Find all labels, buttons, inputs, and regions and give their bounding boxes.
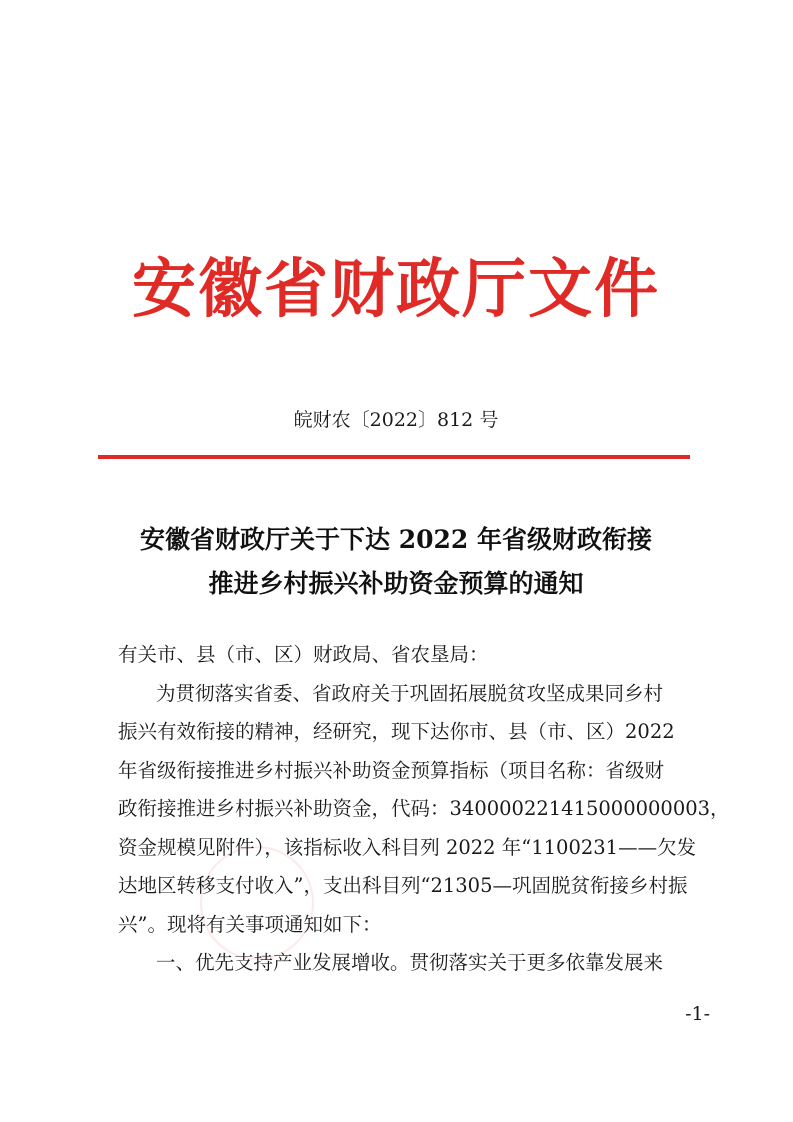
document-number: 皖财农〔2022〕812 号 <box>293 409 499 431</box>
document-header-title: 安徽省财政厅文件 <box>132 253 660 327</box>
body-line: 年省级衔接推进乡村振兴补助资金预算指标（项目名称：省级财 <box>118 758 665 782</box>
salutation-line: 有关市、县（市、区）财政局、省农垦局： <box>118 643 489 666</box>
body-line: 振兴有效衔接的精神，经研究，现下达你市、县（市、区）2022 <box>118 720 675 743</box>
page-number: -1- <box>685 1003 710 1025</box>
body-line: 达地区转移支付收入”，支出科目列“21305—巩固脱贫衔接乡村振 <box>118 874 688 897</box>
document-body <box>118 636 730 983</box>
body-line: 政衔接推进乡村振兴补助资金，代码：340000221415000000003， <box>118 797 730 820</box>
document-title-line-1: 安徽省财政厅关于下达 2022 年省级财政衔接 <box>140 525 652 554</box>
body-line: 为贯彻落实省委、省政府关于巩固拓展脱贫攻坚成果同乡村 <box>156 681 664 705</box>
body-line: 兴”。现将有关事项通知如下： <box>118 912 382 936</box>
red-separator-line <box>98 455 690 459</box>
document-title-line-2: 推进乡村振兴补助资金预算的通知 <box>208 569 584 598</box>
document-title <box>96 518 696 606</box>
body-line: 资金规模见附件），该指标收入科目列 2022 年“1100231——欠发 <box>118 835 697 859</box>
section-heading-line: 一、优先支持产业发展增收。贯彻落实关于更多依靠发展来 <box>156 951 664 974</box>
